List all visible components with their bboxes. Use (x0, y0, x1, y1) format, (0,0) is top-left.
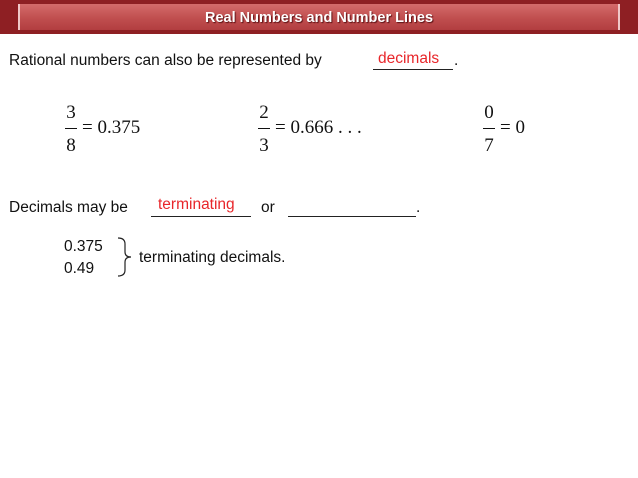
example-value-1: 0.375 (64, 238, 103, 255)
decimals-sentence: Decimals may be (9, 199, 128, 216)
numerator: 0 (484, 102, 494, 123)
right-brace-icon (116, 236, 138, 278)
or-word: or (261, 199, 275, 216)
example-value-2: 0.49 (64, 260, 95, 277)
fraction-bar (258, 128, 270, 129)
numerator: 3 (66, 102, 76, 123)
fraction-bar (483, 128, 495, 129)
fraction-bar (65, 128, 77, 129)
denominator: 7 (484, 135, 494, 156)
answer-decimals: decimals (378, 50, 440, 67)
period-2: . (416, 199, 421, 216)
denominator: 8 (66, 135, 76, 156)
answer-terminating: terminating (158, 196, 235, 213)
answer-blank-3 (288, 216, 416, 217)
period-1: . (454, 52, 459, 69)
fraction-result: = 0.375 (82, 117, 141, 138)
answer-blank-1 (373, 69, 453, 70)
answer-blank-2 (151, 216, 251, 217)
denominator: 3 (259, 135, 269, 156)
title-banner (0, 0, 638, 34)
page-title: Real Numbers and Number Lines (204, 10, 434, 26)
intro-sentence: Rational numbers can also be represented by (9, 52, 322, 69)
fraction-result: = 0 (500, 117, 525, 138)
terminating-label: terminating decimals. (139, 249, 286, 266)
fraction-result: = 0.666 . . . (275, 117, 362, 138)
numerator: 2 (259, 102, 269, 123)
